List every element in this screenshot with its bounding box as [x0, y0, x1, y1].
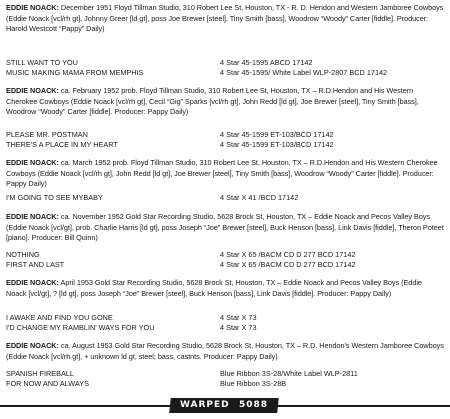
track-issue: 4 Star 45-1595 ABCD 17142 [220, 58, 313, 67]
track-title: MUSIC MAKING MAMA FROM MEMPHIS [6, 68, 144, 77]
session-details: ca. August 1953 Gold Star Recording Studio, 5628 Brock St, Houston, TX – R.D. Hendon's Western Jamboree Cowboys (Eddie Noack [vcl/rh gt], + unknown ld gt, steel; bass, castnts. Producer: Pappy Daily) [6, 341, 444, 361]
artist-name: EDDIE NOACK: [6, 158, 59, 167]
catalog-number: 5088 [239, 400, 269, 410]
track-title: STILL WANT TO YOU [6, 58, 78, 67]
track-title: THERE'S A PLACE IN MY HEART [6, 140, 118, 149]
session-details: ca. November 1952 Gold Star Recording Studio, 5628 Brock St, Houston, TX – Eddie Noack and Pecos Valley Boys (Eddie Noack [vcl/gt], prob. Charlie Harris [ld gt], poss Joseph “Joe” Brewer [steel], Buck Henson [bass], Link Davis [fiddle], Theron Poteet [piano]. Producer: Bill Quinn) [6, 212, 444, 243]
session-header [6, 341, 444, 362]
label-name: WARPED [179, 400, 230, 410]
artist-name: EDDIE NOACK: [6, 212, 59, 221]
track-issue: 4 Star X 73 [220, 313, 257, 322]
track-title: PLEASE MR. POSTMAN [6, 130, 88, 139]
session-details: ca. February 1952 prob. Floyd Tillman Studio, 310 Robert Lee St, Houston, TX – R.D.Hendon and His Western Cherokee Cowboys (Eddie Noack [vcl/rh gt], Cecil “Gig” Sparks [vcl/rh gt], John Redd [ld gt], Joe Brewer [steel], Tiny Smith [bass], Woodrow “Woody” Carter [fiddle]. Producer: Pappy Daily) [6, 86, 419, 117]
track-issue: 4 Star X 65 /BACM CD D 277 BCD 17142 [220, 250, 356, 259]
track-title: I AWAKE AND FIND YOU GONE [6, 313, 113, 322]
catalog-number-stamp [169, 398, 279, 413]
session-header [6, 86, 444, 118]
track-title: SPANISH FIREBALL [6, 369, 74, 378]
session-header [6, 158, 444, 190]
track-title: NOTHING [6, 250, 40, 259]
track-issue: 4 Star X 41 /BCD 17142 [220, 193, 299, 202]
session-details: ca. March 1952 prob. Floyd Tillman Studio, 310 Robert Lee St, Houston, TX – R.D.Hendon and His Western Cherokee Cowboys (Eddie Noack [vcl/rh gt], John Redd [ld gt], Joe Brewer [steel], Tiny Smith [bass], Woodrow “Woody” Carter [fiddle]. Producer: Pappy Daily) [6, 158, 438, 189]
session-details: December 1951 Floyd Tillman Studio, 310 Robert Lee St, Houston, TX - R. D. Hendon and Western Jamboree Cowboys (Eddie Noack [vcl/rh gt], Johnny Greer [ld gt], poss Joe Brewer [steel], Tiny Smith [bass], Woodrow “Woody” Carter [fiddle]. Producer: Harold Westcott “Pappy” Daily) [6, 3, 444, 34]
track-issue: 4 Star 45-1599 ET-103/BCD 17142 [220, 140, 334, 149]
track-issue: 4 Star 45-1599 ET-103/BCD 17142 [220, 130, 334, 139]
track-title: FIRST AND LAST [6, 260, 65, 269]
artist-name: EDDIE NOACK: [6, 86, 59, 95]
session-details: April 1953 Gold Star Recording Studio, 5628 Brock St, Houston, TX – Eddie Noack and Pecos Valley Boys (Eddie Noack [vcl/gt], ? [ld gt], poss Joseph “Joe” Brewer [steel], Buck Henson [bass], Link Davis [fiddle]. Producer: Pappy Daily) [6, 278, 422, 298]
track-title: I'D CHANGE MY RAMBLIN' WAYS FOR YOU [6, 323, 155, 332]
track-issue: Blue Ribbon 3S-28/White Label WLP-2811 [220, 369, 358, 378]
session-header [6, 3, 444, 35]
session-header [6, 212, 444, 244]
track-issue: 4 Star X 65 /BACM CD D 277 BCD 17142 [220, 260, 356, 269]
artist-name: EDDIE NOACK: [6, 341, 59, 350]
artist-name: EDDIE NOACK: [6, 3, 59, 12]
artist-name: EDDIE NOACK: [6, 278, 59, 287]
track-issue: 4 Star X 73 [220, 323, 257, 332]
track-title: FOR NOW AND ALWAYS [6, 379, 89, 388]
track-issue: Blue Ribbon 3S-28B [220, 379, 287, 388]
track-issue: 4 Star 45-1595/ White Label WLP-2807 BCD 17142 [220, 68, 388, 77]
track-title: I'M GOING TO SEE MYBABY [6, 193, 103, 202]
session-header [6, 278, 444, 299]
